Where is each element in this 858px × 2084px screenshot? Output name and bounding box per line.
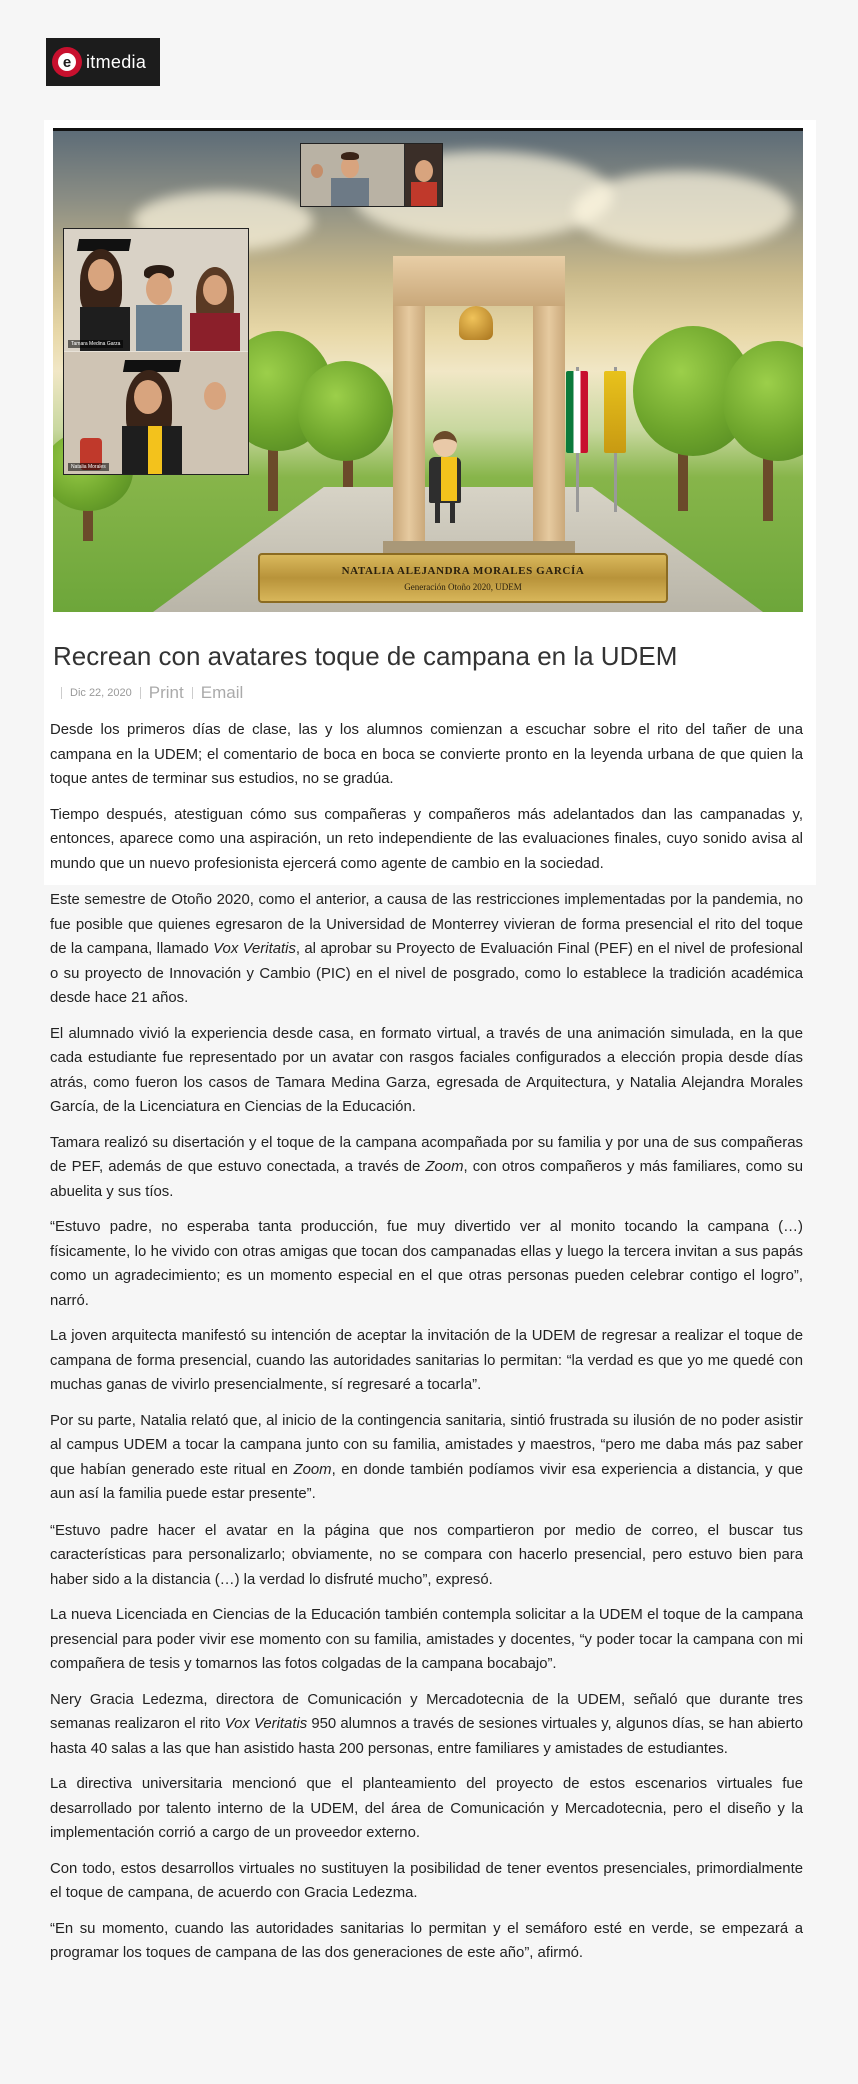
article-date: Dic 22, 2020 bbox=[70, 687, 132, 699]
plaque-name: NATALIA ALEJANDRA MORALES GARCÍA bbox=[341, 564, 585, 577]
plaque-generation: Generación Otoño 2020, UDEM bbox=[404, 581, 522, 592]
article-image bbox=[53, 128, 803, 612]
article-meta bbox=[53, 682, 243, 704]
paragraph: Este semestre de Otoño 2020, como el anterior, a causa de las restricciones implementadas por la pandemia, no fue posible que quienes egresaron de la Universidad de Monterrey vivieran de forma presencial el rito del toque de la campana, llamado Vox Veritatis, al aprobar su Proyecto de Evaluación Final (PEF) en el nivel de profesional o su proyecto de Innovación y Cambio (PIC) en el nivel de posgrado, como lo establece la tradición académica desde hace 21 años. bbox=[50, 892, 803, 1006]
paragraph: El alumnado vivió la experiencia desde casa, en formato virtual, a través de una animación simulada, en la que cada estudiante fue representado por un avatar con rasgos faciales configurados a elección propia desde días atrás, como fueron los casos de Tamara Medina Garza, egresada de Arquitectura, y Natalia Alejandra Morales García, de la Licenciatura en Ciencias de la Educación. bbox=[50, 1025, 803, 1115]
logo-letter: e bbox=[58, 53, 76, 71]
paragraph: Tamara realizó su disertación y el toque de la campana acompañada por su familia y por una de sus compañeras de PEF, además de que estuvo conectada, a través de Zoom, con otros compañeros y más familiares, como su abuelita y sus tíos. bbox=[50, 1134, 803, 1200]
paragraph: Por su parte, Natalia relató que, al inicio de la contingencia sanitaria, sintió frustrada su ilusión de no poder asistir al campus UDEM a tocar la campana junto con su familia, amistades y maestros, “pero me daba más paz saber que habían generado este ritual en Zoom, en donde también podíamos vivir esa experiencia a distancia, y que aun así la familia puede estar presente”. bbox=[50, 1412, 804, 1502]
meta-divider bbox=[192, 687, 193, 699]
paragraph: “Estuvo padre hacer el avatar en la página que nos compartieron por medio de correo, el buscar tus características para personalizarlo; obviamente, no se compara con hacerlo presencial, pero estuvo bien para haber sido a la distancia (…) la verdad lo disfruté mucho”, expresó. bbox=[50, 1522, 803, 1588]
paragraph: Tiempo después, atestiguan cómo sus compañeras y compañeros más adelantados dan las campanadas y, entonces, aparece como una aspiración, un reto independiente de las evaluaciones finales, cuyo sonido avisa al mundo que un nuevo profesionista ejercerá como agente de cambio en la sociedad. bbox=[50, 806, 803, 872]
meta-divider bbox=[61, 687, 62, 699]
avatar-legs bbox=[435, 503, 455, 523]
paragraph: “En su momento, cuando las autoridades sanitarias lo permitan y el semáforo esté en verde, se empezará a programar los toques de campana de las dos generaciones de este año”, afirmó. bbox=[50, 1920, 803, 1961]
site-logo[interactable] bbox=[46, 38, 160, 86]
paragraph: La joven arquitecta manifestó su intención de aceptar la invitación de la UDEM de regresar a realizar el toque de campana de forma presencial, cuando las autoridades sanitarias lo permitan: “la verdad es que yo me quedé con muchas ganas de vivirlo presencialmente, sí regresaré a tocarla”. bbox=[50, 1328, 803, 1393]
bell-icon bbox=[459, 306, 493, 340]
email-link[interactable]: Email bbox=[200, 683, 244, 702]
logo-mark bbox=[52, 47, 82, 77]
avatar-head bbox=[433, 431, 457, 457]
paragraph: Desde los primeros días de clase, las y los alumnos comienzan a escuchar sobre el rito del tañer de una campana en la UDEM; el comentario de boca en boca se convierte pronto en la leyenda urbana de que quien la toque antes de terminar sus estudios, no se gradúa. bbox=[50, 722, 803, 787]
video-label-2: Natalia Morales bbox=[68, 463, 109, 471]
print-link[interactable]: Print bbox=[148, 683, 184, 702]
paragraph: Nery Gracia Ledezma, directora de Comunicación y Mercadotecnia de la UDEM, señaló que durante tres semanas realizaron el rito Vox Veritatis 950 alumnos a través de sesiones virtuales y, algunos días, se han abierto hasta 40 salas a las que han asistido hasta 200 personas, entre familiares y amistades de estudiantes. bbox=[50, 1691, 803, 1757]
bell-arch-top bbox=[393, 256, 565, 306]
mexico-flag-icon bbox=[566, 371, 588, 453]
video-call-side bbox=[63, 228, 249, 475]
video-label-1: Tamara Medina Garza bbox=[68, 340, 123, 348]
paragraph: La nueva Licenciada en Ciencias de la Educación también contempla solicitar a la UDEM el toque de la campana presencial para poder vivir ese momento con su familia, amistades y docentes, “y poder tocar la campana con mi compañera de tesis y tomarnos las fotos colgadas de la campana bocabajo”. bbox=[50, 1607, 803, 1672]
video-call-top bbox=[300, 143, 443, 207]
article-body bbox=[50, 718, 803, 1977]
article-title: Recrean con avatares toque de campana en la UDEM bbox=[53, 641, 678, 671]
paragraph: La directiva universitaria mencionó que el planteamiento del proyecto de estos escenarios virtuales fue desarrollado por talento interno de la UDEM, del área de Comunicación y Mercadotecnia, pero el diseño y la implementación corrió a cargo de un proveedor externo. bbox=[50, 1776, 803, 1841]
paragraph: “Estuvo padre, no esperaba tanta producción, fue muy divertido ver al monito tocando la campana (…) físicamente, lo he vivido con otras amigas que tocan dos campanadas ellas y luego la tercera invitan a sus papás como un agradecimiento; es un momento especial en el que otras personas pueden celebrar contigo el logro”, narró. bbox=[50, 1219, 803, 1309]
meta-divider bbox=[140, 687, 141, 699]
avatar-stole bbox=[441, 457, 457, 501]
udem-flag-icon bbox=[604, 371, 626, 453]
paragraph: Con todo, estos desarrollos virtuales no sustituyen la posibilidad de tener eventos presenciales, primordialmente el toque de campana, de acuerdo con Gracia Ledezma. bbox=[50, 1860, 803, 1901]
logo-wordmark: itmedia bbox=[86, 51, 147, 72]
name-plaque bbox=[258, 553, 668, 603]
